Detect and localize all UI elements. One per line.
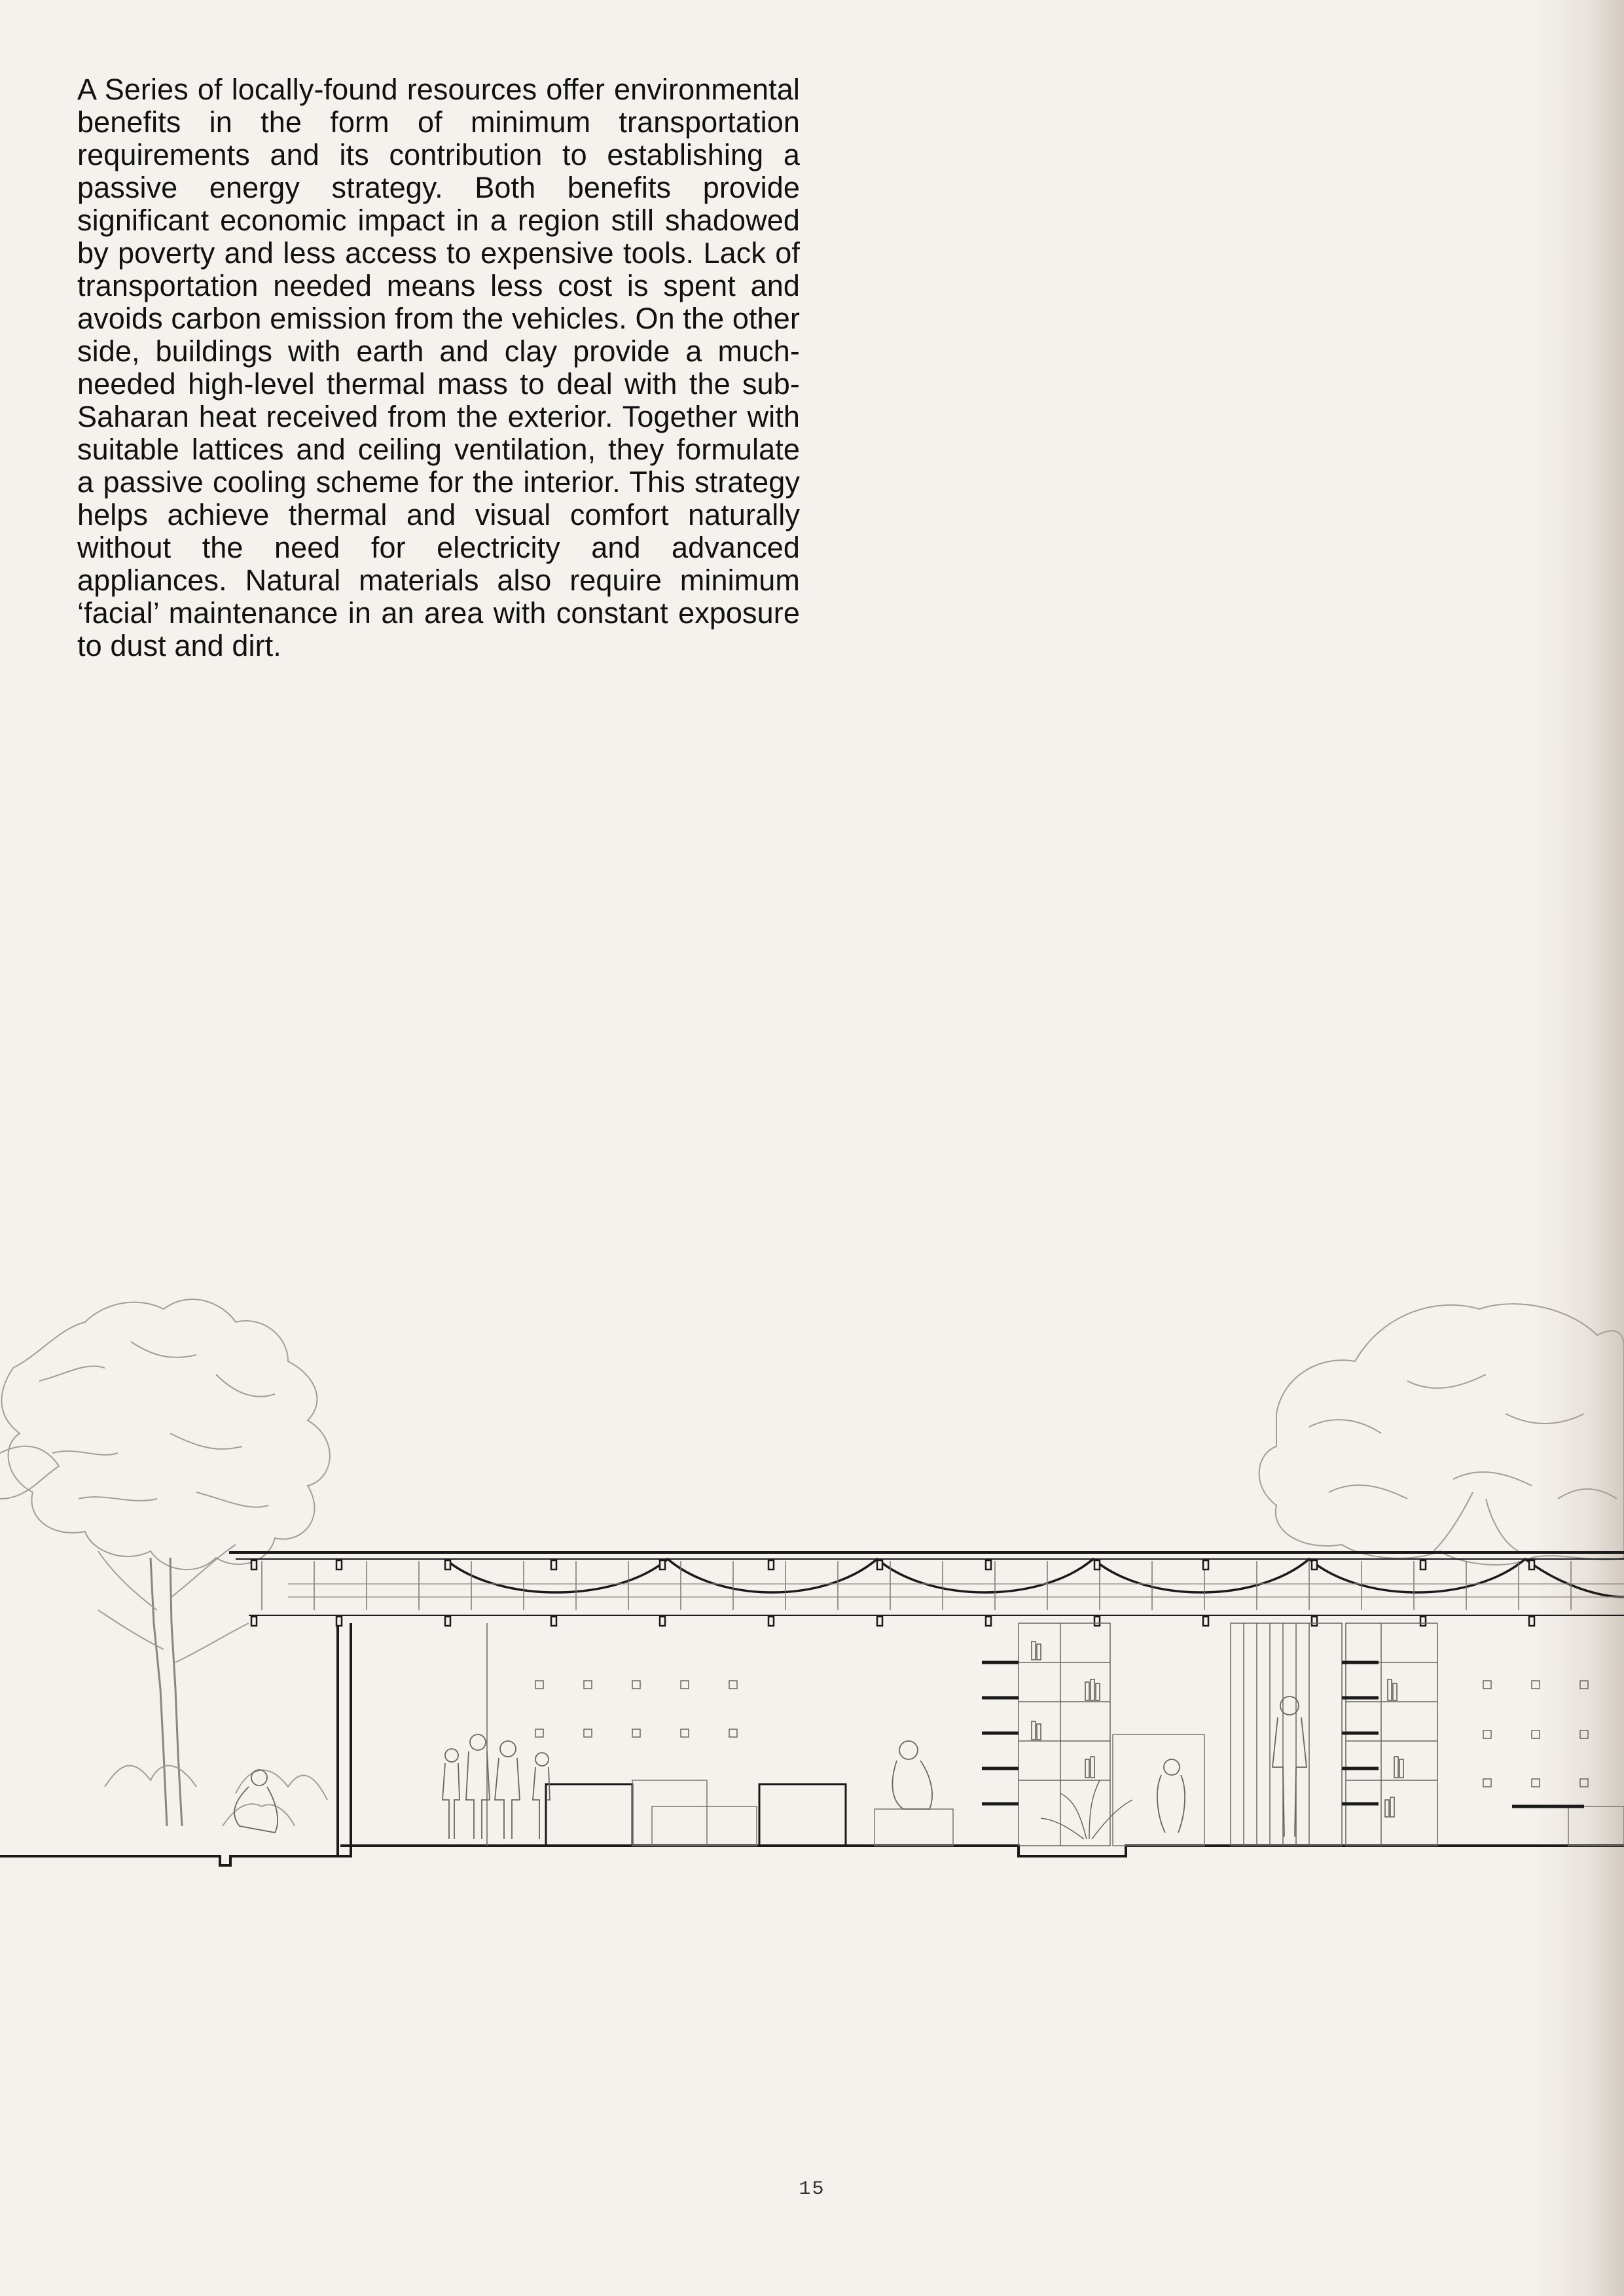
body-paragraph: A Series of locally-found resources offer environmental benefits in the form of minimum transportation requirements and its contribution to establishing a passive energy strategy. Both benefits provide significant economic impact in a region still shadowed by poverty and less access to expensive tools. Lack of transportation needed means less cost is spent and avoids carbon emission from the vehicles. On the other side, buildings with earth and clay provide a much-needed high-level thermal mass to deal with the sub-Saharan heat received from the exterior. Together with suitable lattices and ceiling ventilation, they formulate a passive cooling scheme for the interior. This strategy helps achieve thermal and visual comfort naturally without the need for electricity and advanced appliances. Natural materials also require minimum ‘facial’ maintenance in an area with constant exposure to dust and dirt. [77,73,800,662]
right-tree-illustration [1259,1304,1624,1565]
building-section-drawing [0,1283,1624,1872]
people-figures [234,1696,1307,1839]
furniture [546,1734,1624,1846]
left-tree-illustration [0,1299,330,1826]
page-edge-shadow [1532,0,1624,2296]
roof-structure [229,1552,1624,1626]
books [1032,1641,1403,1817]
building-walls [338,1623,351,1856]
page-number: 15 [799,2178,825,2200]
ground-line [0,1846,1624,1865]
plants [1041,1780,1132,1839]
